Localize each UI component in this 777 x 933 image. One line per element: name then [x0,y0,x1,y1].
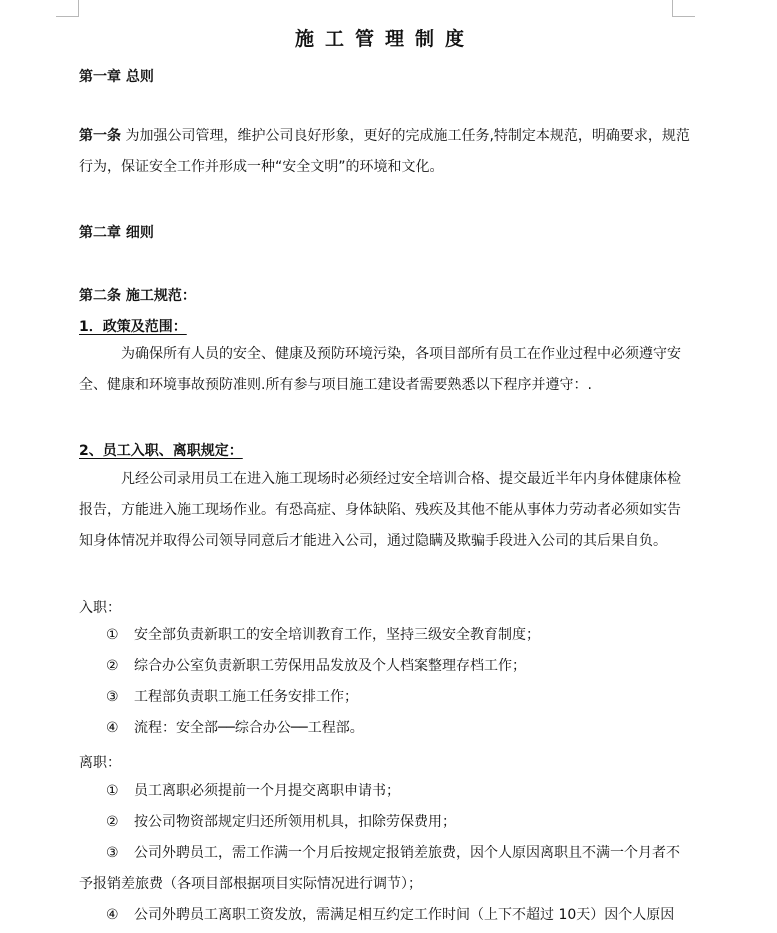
departure-item: ④ 公司外聘员工离职工资发放，需满足相互约定工作时间（上下不超过 10天）因个人原因 [106,907,675,923]
section-2-heading: 2、员工入职、离职规定： [79,443,243,459]
section-2-paragraph: 凡经公司录用员工在进入施工现场时必须经过安全培训合格、提交最近半年内身体健康体检报告，方能进入施工现场作业。有恐高症、身体缺陷、残疾及其他不能从事体力劳动者必须如实告知身体情况并取得公司领导同意后才能进入公司，通过隐瞒及欺骗手段进入公司的其后果自负。 [79,471,681,549]
departure-item: ① 员工离职必须提前一个月提交离职申请书； [106,783,400,799]
onboarding-item: ② 综合办公室负责新职工劳保用品发放及个人档案整理存档工作； [106,658,526,674]
article-1-label: 第一条 [79,128,121,144]
chapter-2-heading: 第二章 细则 [79,225,154,241]
crop-mark-right [672,0,695,17]
article-1-paragraph [79,121,693,183]
departure-item: ③ 公司外聘员工，需工作满一个月后按规定报销差旅费，因个人原因离职且不满一个月者不予报销差旅费（各项目部根据项目实际情况进行调节）； [79,845,680,892]
onboarding-label: 入职： [79,600,121,616]
departure-item: ② 按公司物资部规定归还所领用机具，扣除劳保费用； [106,814,456,830]
chapter-1-heading: 第一章 总则 [79,69,154,85]
onboarding-item: ④ 流程：安全部──综合办公──工程部。 [106,720,364,736]
section-1-heading: 1．政策及范围： [79,319,187,335]
article-1-text: 为加强公司管理，维护公司良好形象，更好的完成施工任务,特制定本规范，明确要求，规范行为，保证安全工作并形成一种“安全文明”的环境和文化。 [79,128,690,175]
section-1-paragraph: 为确保所有人员的安全、健康及预防环境污染，各项目部所有员工在作业过程中必须遵守安全、健康和环境事故预防准则.所有参与项目施工建设者需要熟悉以下程序并遵守：. [79,346,681,393]
onboarding-item: ① 安全部负责新职工的安全培训教育工作，坚持三级安全教育制度； [106,627,540,643]
article-2-heading: 第二条 施工规范： [79,288,196,304]
document-title: 施工管理制度 [294,28,475,50]
onboarding-item: ③ 工程部负责职工施工任务安排工作； [106,689,358,705]
crop-mark-left [56,0,79,17]
departure-label: 离职： [79,755,121,771]
